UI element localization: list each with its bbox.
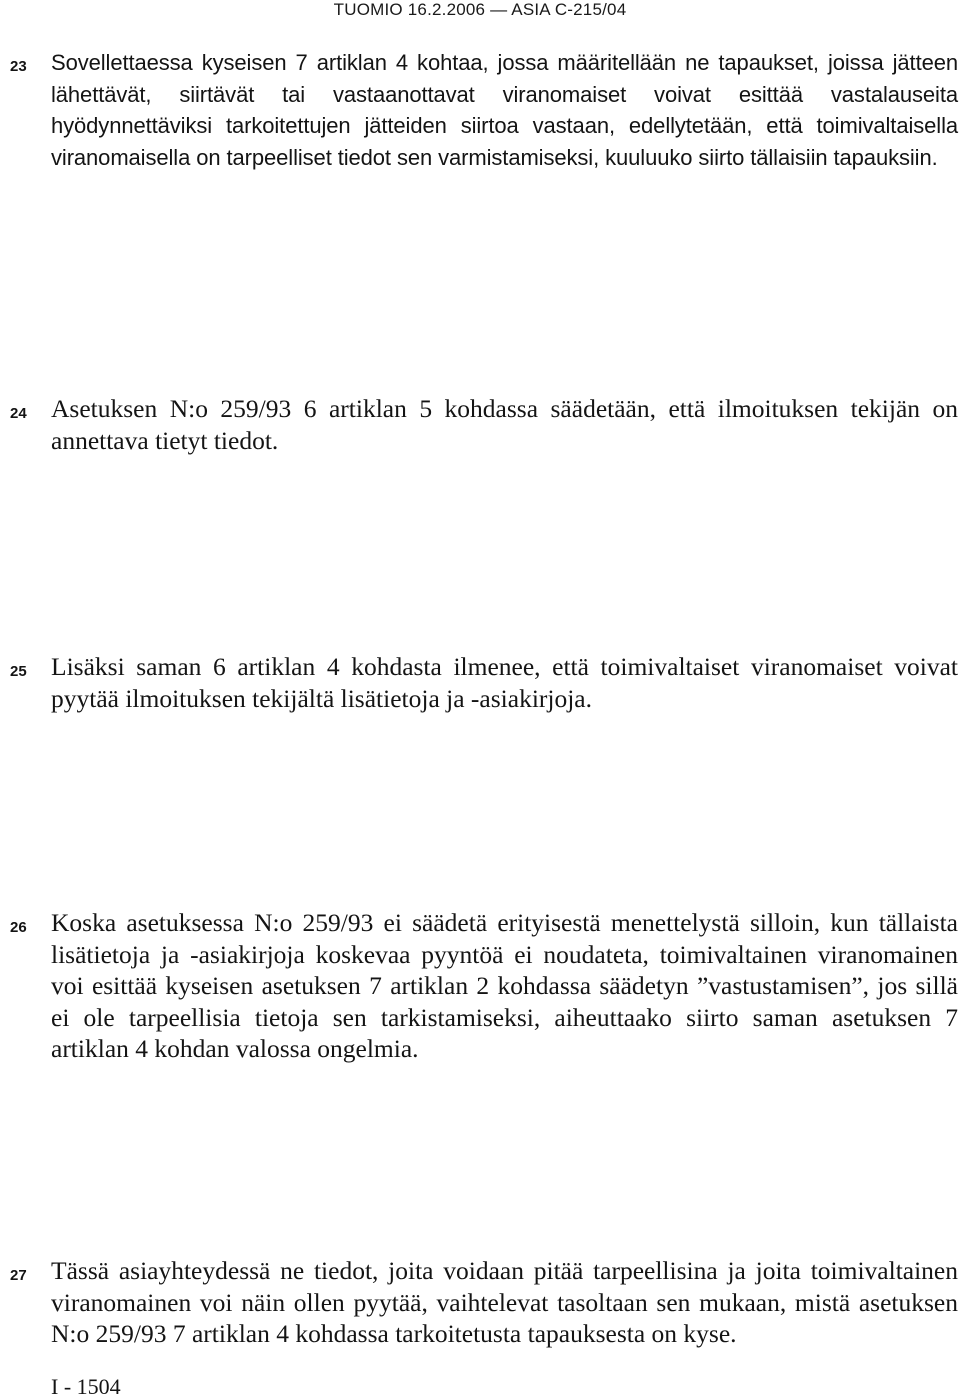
paragraph-number: 23 (10, 58, 27, 75)
paragraph-number: 27 (10, 1267, 27, 1284)
paragraph-number: 24 (10, 405, 27, 422)
running-header: TUOMIO 16.2.2006 — ASIA C-215/04 (333, 0, 627, 19)
paragraph-text: Koska asetuksessa N:o 259/93 ei säädetä erityisestä menettelystä silloin, kun tällaista lisätietoja ja -asiakirjoja koskevaa pyyntöä ei noudateta, toimivaltainen viranomainen voi esittää kyseisen asetuksen 7 artiklan 2 kohdassa säädetyn ”vastustamisen”, jos sillä ei ole tarpeellisia tietoja sen tarkistamiseksi, aiheuttaako siirto saman asetuksen 7 artiklan 4 kohdan valossa ongelmia. (51, 908, 958, 1064)
paragraph-text: Asetuksen N:o 259/93 6 artiklan 5 kohdassa säädetään, että ilmoituksen tekijän on annettava tietyt tiedot. (51, 394, 958, 455)
paragraph-number: 26 (10, 919, 27, 936)
paragraph-text: Lisäksi saman 6 artiklan 4 kohdasta ilmenee, että toimivaltaiset viranomaiset voivat pyytää ilmoituksen tekijältä lisätietoja ja -asiakirjoja. (51, 652, 958, 713)
page-number: I - 1504 (51, 1374, 121, 1399)
paragraph-text: Tässä asiayhteydessä ne tiedot, joita voidaan pitää tarpeellisina ja joita toimivaltainen viranomainen voi näin ollen pyytää, vaihtelevat tasoltaan sen mukaan, mistä asetuksen N:o 259/93 7 artiklan 4 kohdassa tarkoitetusta tapauksesta on kyse. (51, 1256, 958, 1349)
paragraph-number: 25 (10, 663, 27, 680)
paragraph-text: Sovellettaessa kyseisen 7 artiklan 4 kohtaa, jossa määritellään ne tapaukset, joissa jätteen lähettävät, siirtävät tai vastaanottavat viranomaiset voivat esittää vastalauseita hyödynnettäviksi tarkoitettujen jätteiden siirtoa vastaan, edellytetään, että toimivaltaisella viranomaisella on tarpeelliset tiedot sen varmistamiseksi, kuuluuko siirto tällaisiin tapauksiin. (51, 50, 958, 170)
